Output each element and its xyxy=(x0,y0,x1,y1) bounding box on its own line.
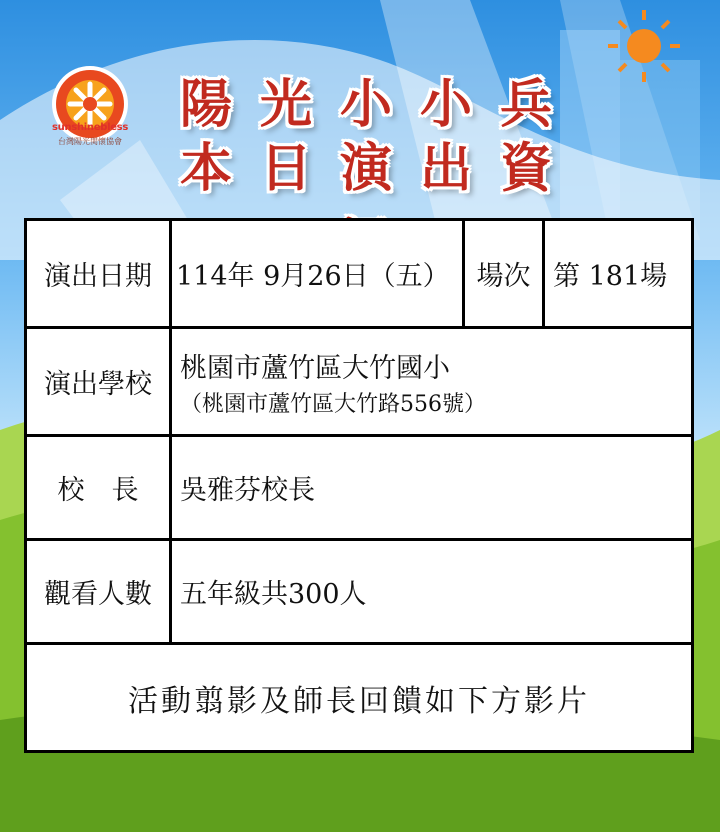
table-row-footer xyxy=(26,644,693,752)
performance-info-table xyxy=(24,218,694,753)
table-row-date xyxy=(26,220,693,328)
date-label: 演出日期 xyxy=(26,220,171,328)
school-name: 桃園市蘆竹區大竹國小 xyxy=(180,352,450,384)
audience-value: 五年級共300人 xyxy=(171,540,693,644)
principal-label: 校 長 xyxy=(26,436,171,540)
logo-org-text: 台灣陽光関懷協會 xyxy=(58,137,122,146)
audience-label: 觀看人數 xyxy=(26,540,171,644)
main-title-line2: 本日演出資 xyxy=(179,138,580,199)
session-value: 第 181場 xyxy=(544,220,693,328)
principal-value: 吳雅芬校長 xyxy=(171,436,693,540)
school-address: （桃園市蘆竹區大竹路556號） xyxy=(180,391,486,417)
school-label: 演出學校 xyxy=(26,328,171,436)
table-row-principal xyxy=(26,436,693,540)
footer-note: 活動翦影及師長回饋如下方影片 xyxy=(26,644,693,752)
date-value: 114年 9月26日（五） xyxy=(171,220,464,328)
table-row-audience xyxy=(26,540,693,644)
session-label: 場次 xyxy=(464,220,544,328)
main-title-line1: 陽光小小兵 xyxy=(179,74,580,135)
school-cell xyxy=(171,328,693,436)
table-row-school xyxy=(26,328,693,436)
logo-brand-text: sunshinebless xyxy=(52,122,128,133)
